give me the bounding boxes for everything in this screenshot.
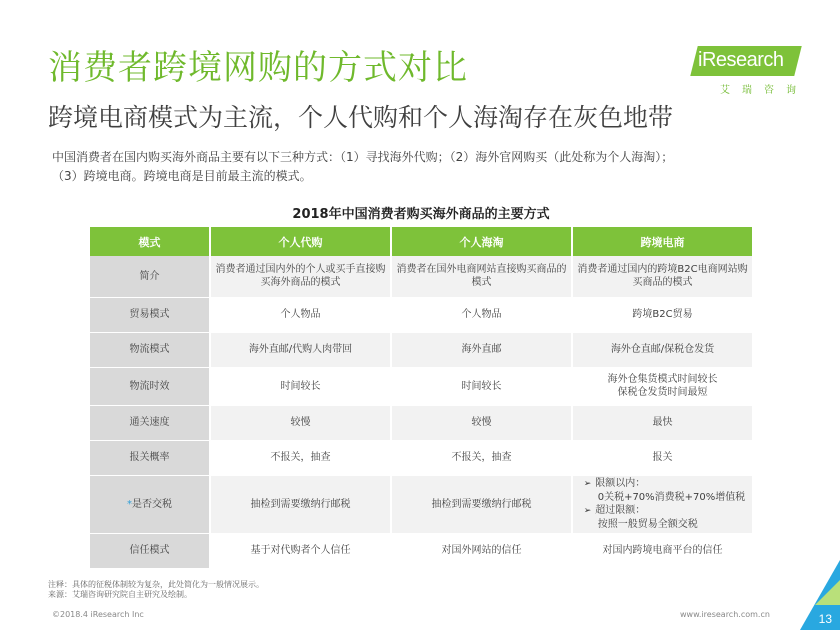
row-header: 报关概率 [90, 440, 210, 475]
table-cell: 海外仓直邮/保税仓发货 [572, 332, 752, 367]
intro-paragraph [52, 148, 792, 186]
table-cell: 对国内跨境电商平台的信任 [572, 533, 752, 568]
bullet-detail: 按照一般贸易全额交税 [597, 519, 698, 530]
page-title: 消费者跨境网购的方式对比 [48, 48, 468, 88]
intro-line-2: （3）跨境电商。跨境电商是目前最主流的模式。 [52, 169, 312, 183]
table-header-row [90, 227, 752, 256]
table-row [90, 367, 752, 405]
cell-line: 海外仓集货模式时间较长 [607, 374, 718, 385]
footnotes [48, 580, 264, 600]
copyright: ©2018.4 iResearch Inc [52, 610, 144, 619]
tax-bullet-list [580, 477, 746, 531]
row-header: 物流模式 [90, 332, 210, 367]
comparison-table [90, 227, 752, 569]
table-cell: 对国外网站的信任 [391, 533, 572, 568]
site-url: www.iresearch.com.cn [680, 610, 770, 619]
table-cell: 不报关，抽查 [210, 440, 391, 475]
table-cell: 消费者通过国内外的个人或买手直接购买海外商品的模式 [210, 256, 391, 297]
bullet-detail: 0关税+70%消费税+70%增值税 [597, 492, 746, 503]
row-header [90, 475, 210, 533]
table-cell: 消费者通过国内的跨境B2C电商网站购买商品的模式 [572, 256, 752, 297]
bullet-item [584, 477, 746, 491]
table-row [90, 475, 752, 533]
arrow-bullet-icon: ➢ [583, 506, 592, 516]
table-row [90, 440, 752, 475]
page-number: 13 [818, 612, 832, 626]
table-cell: 报关 [572, 440, 752, 475]
table-row [90, 332, 752, 367]
row-header: 贸易模式 [90, 297, 210, 332]
intro-line-1: 中国消费者在国内购买海外商品主要有以下三种方式：（1）寻找海外代购；（2）海外官网购买（此处称为个人海淘）； [52, 150, 674, 164]
table-cell: 消费者在国外电商网站直接购买商品的模式 [391, 256, 572, 297]
column-header-personal-proxy: 个人代购 [210, 227, 391, 256]
table-row [90, 405, 752, 440]
table-cell [572, 367, 752, 405]
bullet-label: 限额以内： [595, 478, 646, 489]
table-cell: 海外直邮 [391, 332, 572, 367]
column-header-cross-border: 跨境电商 [572, 227, 752, 256]
table-cell: 时间较长 [391, 367, 572, 405]
table-cell: 个人物品 [391, 297, 572, 332]
row-header: 信任模式 [90, 533, 210, 568]
table-cell: 不报关，抽查 [391, 440, 572, 475]
bullet-label: 超过限额： [595, 505, 646, 516]
table-cell: 抽检到需要缴纳行邮税 [210, 475, 391, 533]
row-header: 简介 [90, 256, 210, 297]
table-cell [572, 475, 752, 533]
row-header: 物流时效 [90, 367, 210, 405]
table-cell: 基于对代购者个人信任 [210, 533, 391, 568]
row-header: 通关速度 [90, 405, 210, 440]
bullet-item [584, 504, 746, 518]
logo-brand: iResearch [698, 49, 784, 71]
column-header-mode: 模式 [90, 227, 210, 256]
table-cell: 时间较长 [210, 367, 391, 405]
footnote-source: 来源：艾瑞咨询研究院自主研究及绘制。 [48, 590, 192, 599]
table-row [90, 533, 752, 568]
footnote-note: 注释：具体的征税体制较为复杂，此处简化为一般情况展示。 [48, 580, 264, 589]
cell-line: 保税仓发货时间最短 [617, 387, 708, 398]
row-header-label: 是否交税 [132, 498, 172, 510]
table-cell: 较慢 [210, 405, 391, 440]
page-subtitle: 跨境电商模式为主流，个人代购和个人海淘存在灰色地带 [48, 103, 674, 132]
logo-brand-cn: 艾瑞咨询 [720, 85, 808, 96]
table-cell: 最快 [572, 405, 752, 440]
table-row [90, 297, 752, 332]
column-header-personal-haitao: 个人海淘 [391, 227, 572, 256]
table-row [90, 256, 752, 297]
table-cell: 个人物品 [210, 297, 391, 332]
arrow-bullet-icon: ➢ [583, 479, 592, 489]
footnote-star: * [127, 498, 132, 510]
table-cell: 较慢 [391, 405, 572, 440]
iresearch-logo [690, 46, 808, 96]
table-cell: 抽检到需要缴纳行邮税 [391, 475, 572, 533]
table-title: 2018年中国消费者购买海外商品的主要方式 [292, 207, 550, 222]
table-cell: 跨境B2C贸易 [572, 297, 752, 332]
table-cell: 海外直邮/代购人肉带回 [210, 332, 391, 367]
